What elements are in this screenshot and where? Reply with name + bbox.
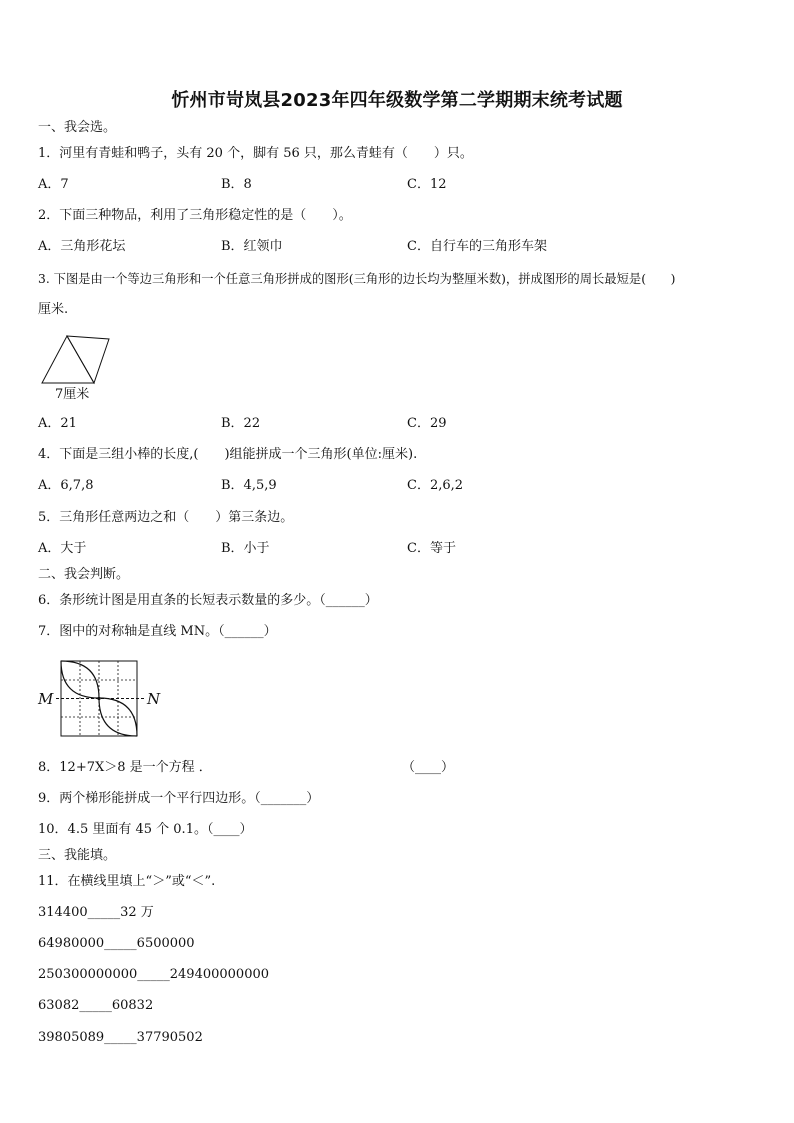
question-3-stem-continued: 厘米. bbox=[38, 302, 69, 317]
section-heading-fill: 三、我能填。 bbox=[38, 848, 117, 863]
question-2-option-c: C．自行车的三角形车架 bbox=[407, 239, 547, 254]
side-length-label: 7厘米 bbox=[55, 387, 90, 402]
question-4-stem: 4．下面是三组小棒的长度,( )组能拼成一个三角形(单位:厘米). bbox=[38, 447, 418, 462]
symmetry-grid-figure bbox=[36, 656, 164, 742]
question-1-option-c: C．12 bbox=[407, 177, 447, 192]
question-2-option-a: A．三角形花坛 bbox=[38, 239, 126, 254]
question-5-stem: 5．三角形任意两边之和（ ）第三条边。 bbox=[38, 510, 294, 525]
question-3-option-c: C．29 bbox=[407, 416, 447, 431]
question-4-option-b: B．4,5,9 bbox=[221, 478, 277, 493]
question-5-option-a: A．大于 bbox=[38, 541, 87, 556]
arbitrary-triangle bbox=[67, 336, 109, 383]
question-6-stem: 6．条形统计图是用直条的长短表示数量的多少。（______） bbox=[38, 593, 378, 608]
triangle-figure bbox=[38, 330, 118, 404]
compare-item-2: 64980000_____6500000 bbox=[38, 936, 195, 951]
section-heading-judge: 二、我会判断。 bbox=[38, 567, 130, 582]
page-title: 忻州市岢岚县2023年四年级数学第二学期期末统考试题 bbox=[171, 90, 623, 111]
label-m: M bbox=[38, 690, 54, 708]
question-8-stem: 8．12+7X＞8 是一个方程 ． bbox=[38, 760, 212, 775]
question-5-option-c: C．等于 bbox=[407, 541, 456, 556]
question-1-option-b: B．8 bbox=[221, 177, 252, 192]
compare-item-1: 314400_____32 万 bbox=[38, 905, 154, 920]
question-11-stem: 11．在横线里填上“＞”或“＜”. bbox=[38, 874, 216, 889]
section-heading-choice: 一、我会选。 bbox=[38, 120, 117, 135]
question-2-stem: 2．下面三种物品，利用了三角形稳定性的是（ ）。 bbox=[38, 208, 352, 223]
question-4-option-c: C．2,6,2 bbox=[407, 478, 464, 493]
question-7-stem: 7．图中的对称轴是直线 MN。（______） bbox=[38, 624, 277, 639]
compare-item-3: 250300000000_____249400000000 bbox=[38, 967, 270, 982]
question-5-option-b: B．小于 bbox=[221, 541, 270, 556]
question-1-stem: 1．河里有青蛙和鸭子，头有 20 个，脚有 56 只，那么青蛙有（ ）只。 bbox=[38, 146, 473, 161]
question-3-stem: 3. 下图是由一个等边三角形和一个任意三角形拼成的图形(三角形的边长均为整厘米数)，拼成图形的周长最短是( ) bbox=[38, 272, 676, 286]
question-3-option-a: A．21 bbox=[38, 416, 77, 431]
compare-item-4: 63082_____60832 bbox=[38, 998, 154, 1013]
label-n: N bbox=[147, 690, 161, 708]
question-3-option-b: B．22 bbox=[221, 416, 261, 431]
question-8-blank: （____） bbox=[402, 760, 455, 775]
question-2-option-b: B．红领巾 bbox=[221, 239, 283, 254]
question-9-stem: 9．两个梯形能拼成一个平行四边形。（_______） bbox=[38, 791, 320, 806]
question-4-option-a: A．6,7,8 bbox=[38, 478, 94, 493]
question-1-option-a: A．7 bbox=[38, 177, 69, 192]
equilateral-triangle bbox=[42, 336, 94, 383]
center-point bbox=[97, 697, 100, 700]
question-10-stem: 10．4.5 里面有 45 个 0.1。（____） bbox=[38, 822, 253, 837]
compare-item-5: 39805089_____37790502 bbox=[38, 1030, 203, 1045]
